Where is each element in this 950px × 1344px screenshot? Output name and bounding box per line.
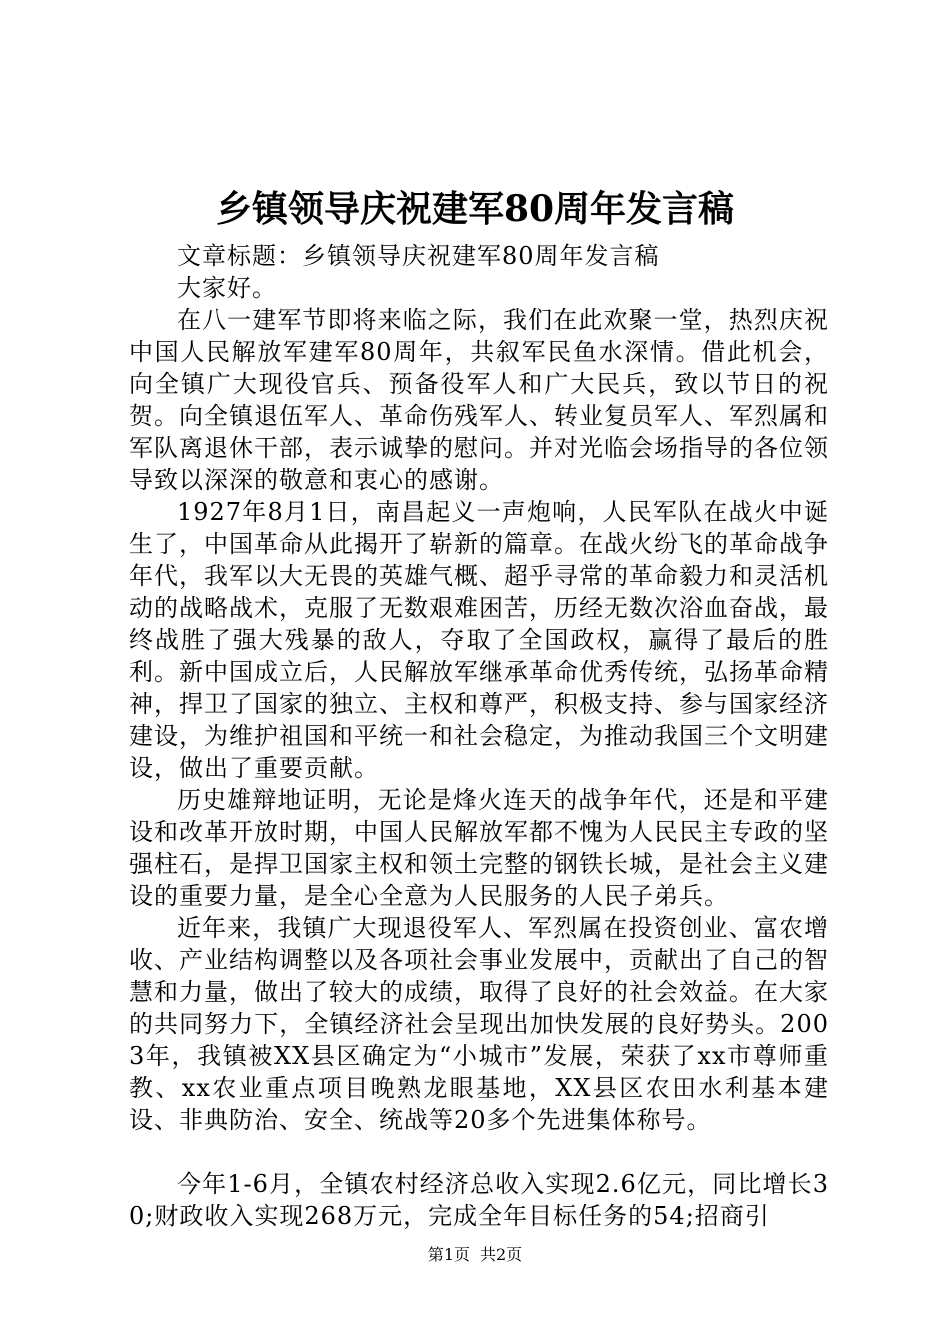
page-footer <box>0 1244 950 1266</box>
article-title-line: 文章标题：乡镇领导庆祝建军80周年发言稿 <box>177 242 660 270</box>
paragraph-history: 1927年8月1日，南昌起义一声炮响，人民军队在战火中诞生了，中国革命从此揭开了崭新的篇章。在战火纷飞的革命战争年代，我军以大无畏的英雄气概、超乎寻常的革命毅力和灵活机动的战略战术，克服了无数艰难困苦，历经无数次浴血奋战，最终战胜了强大残暴的敌人，夺取了全国政权，赢得了最后的胜利。新中国成立后，人民解放军继承革命优秀传统，弘扬革命精神，捍卫了国家的独立、主权和尊严，积极支持、参与国家经济建设，为维护祖国和平统一和社会稳定，为推动我国三个文明建设，做出了重要贡献。 <box>129 498 829 782</box>
paragraph-celebration: 在八一建军节即将来临之际，我们在此欢聚一堂，热烈庆祝中国人民解放军建军80周年，共叙军民鱼水深情。借此机会，向全镇广大现役官兵、预备役军人和广大民兵，致以节日的祝贺。向全镇退伍军人、革命伤残军人、转业复员军人、军烈属和军队离退休干部，表示诚挚的慰问。并对光临会场指导的各位领导致以深深的敬意和衷心的感谢。 <box>129 306 829 494</box>
page-total: 共2页 <box>480 1245 523 1264</box>
page-number: 第1页 <box>427 1245 470 1264</box>
paragraph-recent-years: 近年来，我镇广大现退役军人、军烈属在投资创业、富农增收、产业结构调整以及各项社会事业发展中，贡献出了自己的智慧和力量，做出了较大的成绩，取得了良好的社会效益。在大家的共同努力下，全镇经济社会呈现出加快发展的良好势头。2003年，我镇被XX县区确定为“小城市”发展，荣获了xx市尊师重教、xx农业重点项目晚熟龙眼基地，XX县区农田水利基本建设、非典防治、安全、统战等20多个先进集体称号。 <box>129 914 829 1134</box>
document-body <box>129 240 829 1232</box>
paragraph-proof: 历史雄辩地证明，无论是烽火连天的战争年代，还是和平建设和改革开放时期，中国人民解放军都不愧为人民民主专政的坚强柱石，是捍卫国家主权和领土完整的钢铁长城，是社会主义建设的重要力量，是全心全意为人民服务的人民子弟兵。 <box>129 786 829 910</box>
paragraph-this-year: 今年1-6月，全镇农村经济总收入实现2.6亿元，同比增长30;财政收入实现268万元，完成全年目标任务的54;招商引 <box>129 1170 829 1230</box>
greeting-paragraph: 大家好。 <box>177 274 277 302</box>
document-title: 乡镇领导庆祝建军80周年发言稿 <box>215 188 735 230</box>
